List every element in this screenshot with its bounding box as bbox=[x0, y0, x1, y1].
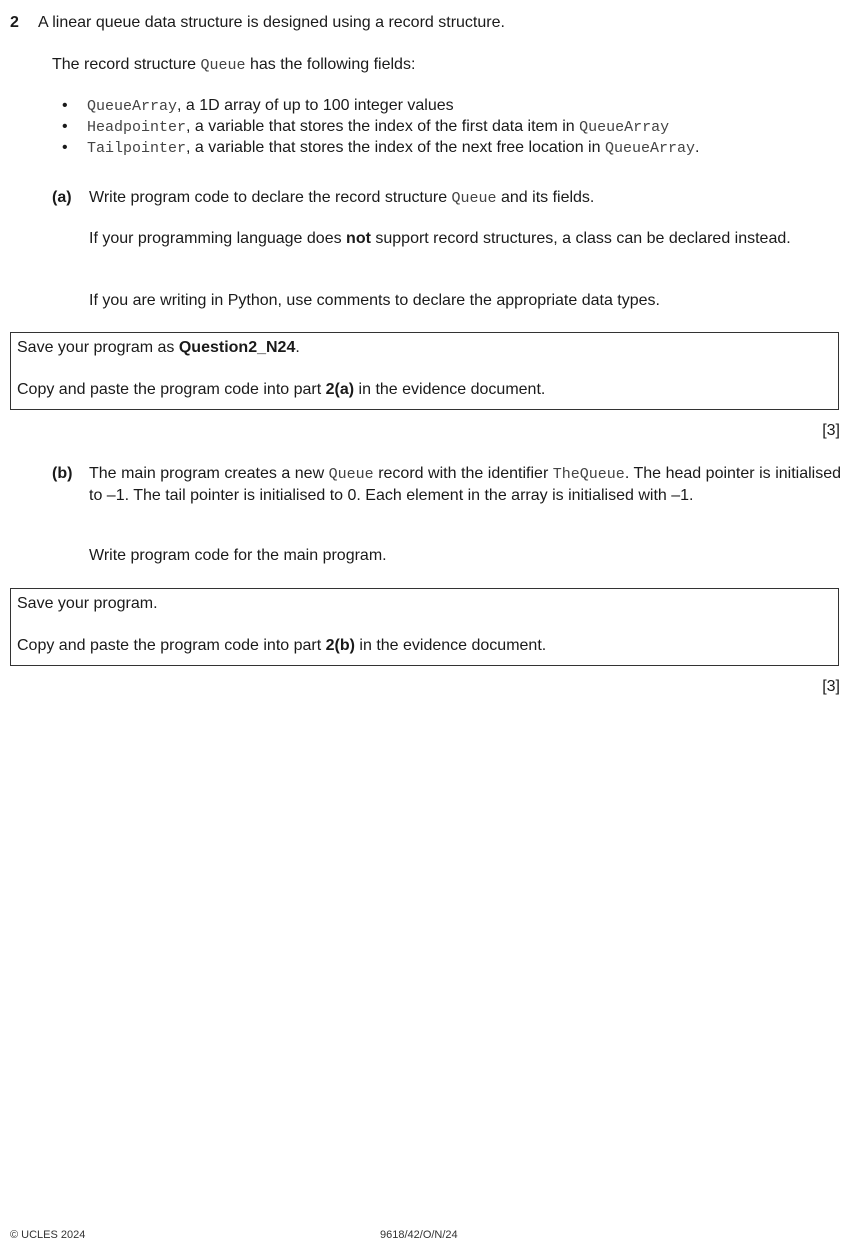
paste-instruction: Copy and paste the program code into part 2(a) in the evidence document. bbox=[17, 381, 546, 398]
part-b-label: (b) bbox=[52, 465, 73, 482]
instruction-box-b bbox=[10, 588, 839, 666]
list-item: • Headpointer, a variable that stores the index of the first data item in QueueArray bbox=[62, 118, 670, 136]
part-b-text: The main program creates a new Queue record with the identifier TheQueue. The head pointer is initialised to –1. The tail pointer is initialised to 0. Each element in the array is initialised with –1. bbox=[89, 465, 842, 504]
save-instruction: Save your program. bbox=[17, 595, 158, 612]
question-intro: A linear queue data structure is designed using a record structure. bbox=[38, 14, 505, 31]
marks-b: [3] bbox=[822, 678, 840, 695]
part-a-text: Write program code to declare the record structure Queue and its fields. bbox=[89, 189, 595, 207]
part-a-note-python: If you are writing in Python, use comments to declare the appropriate data types. bbox=[89, 292, 660, 309]
part-a-note-record: If your programming language does not support record structures, a class can be declared instead. bbox=[89, 230, 791, 247]
instruction-box-a bbox=[10, 332, 839, 410]
footer-paper-code: 9618/42/O/N/24 bbox=[380, 1229, 458, 1241]
paste-instruction: Copy and paste the program code into part 2(b) in the evidence document. bbox=[17, 637, 547, 654]
footer-copyright: © UCLES 2024 bbox=[10, 1229, 86, 1241]
fields-intro: The record structure Queue has the following fields: bbox=[52, 56, 416, 74]
field-list bbox=[52, 95, 699, 158]
code-queue: Queue bbox=[200, 57, 246, 74]
question-number: 2 bbox=[10, 14, 19, 31]
list-item: • QueueArray, a 1D array of up to 100 integer values bbox=[62, 97, 454, 115]
part-a-label: (a) bbox=[52, 189, 72, 206]
save-instruction: Save your program as Question2_N24. bbox=[17, 339, 300, 356]
part-b-note: Write program code for the main program. bbox=[89, 547, 387, 564]
list-item: • Tailpointer, a variable that stores the index of the next free location in QueueArray. bbox=[62, 139, 700, 157]
marks-a: [3] bbox=[822, 422, 840, 439]
